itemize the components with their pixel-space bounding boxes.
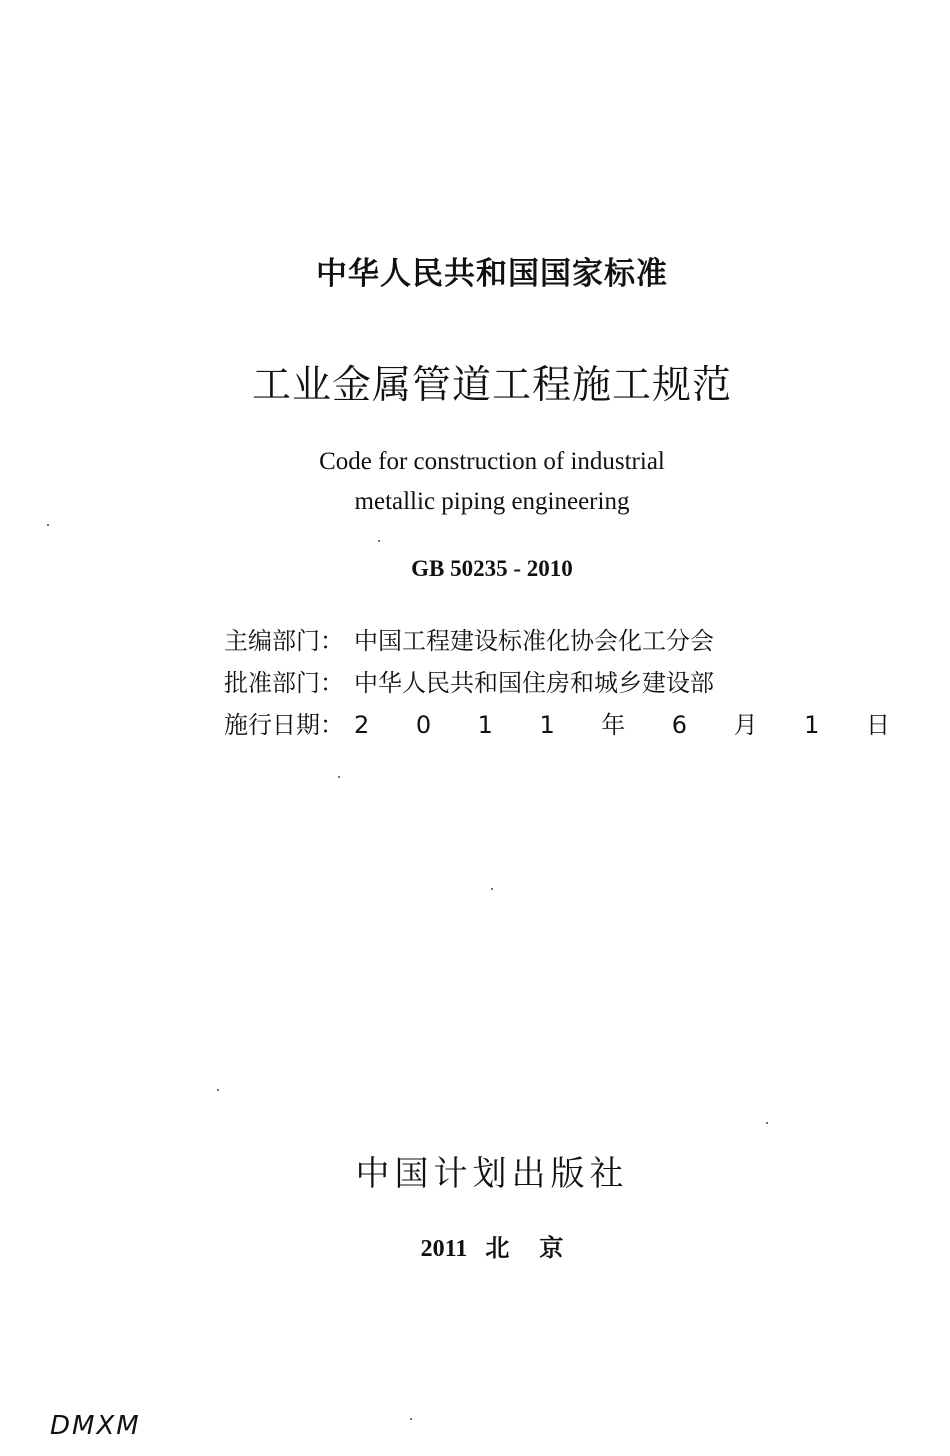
document-metadata: [224, 620, 890, 746]
standard-code-number: GB 50235 - 2010: [411, 556, 573, 581]
document-title-chinese: 工业金属管道工程施工规范: [251, 363, 732, 408]
date-part: 2: [354, 711, 370, 739]
english-title-line-1: Code for construction of industrial: [319, 448, 665, 475]
scan-speck: [410, 1418, 412, 1420]
scan-speck: [766, 1122, 768, 1124]
effective-date-row: [224, 704, 890, 746]
chief-editor-label: 主编部门：: [224, 627, 344, 655]
publisher-name: 中国计划出版社: [355, 1154, 629, 1194]
scan-speck: [338, 776, 340, 778]
effective-date-label: 施行日期：: [224, 711, 344, 739]
handwritten-stamp: DMXM: [50, 1411, 141, 1441]
effective-date-value: [354, 704, 890, 746]
date-part: 1: [804, 711, 820, 739]
scan-speck: [47, 524, 49, 526]
scan-speck: [378, 540, 380, 542]
scan-speck: [491, 888, 493, 890]
date-part: 日: [865, 711, 890, 739]
approver-value: 中华人民共和国住房和城乡建设部: [354, 669, 714, 697]
chief-editor-row: [224, 620, 890, 662]
date-part: 年: [601, 711, 626, 739]
date-part: 1: [539, 711, 555, 739]
date-part: 月: [733, 711, 758, 739]
national-standard-heading: 中华人民共和国国家标准: [316, 256, 668, 292]
date-part: 0: [415, 711, 432, 739]
date-part: 1: [477, 711, 493, 739]
approver-row: [224, 662, 890, 704]
chief-editor-value: 中国工程建设标准化协会化工分会: [354, 627, 714, 655]
document-title-english: [0, 442, 950, 522]
date-part: 6: [671, 711, 688, 739]
english-title-line-2: metallic piping engineering: [354, 488, 630, 515]
scan-speck: [217, 1089, 219, 1091]
publication-year-place: 2011 北 京: [420, 1236, 564, 1262]
approver-label: 批准部门：: [224, 669, 344, 697]
